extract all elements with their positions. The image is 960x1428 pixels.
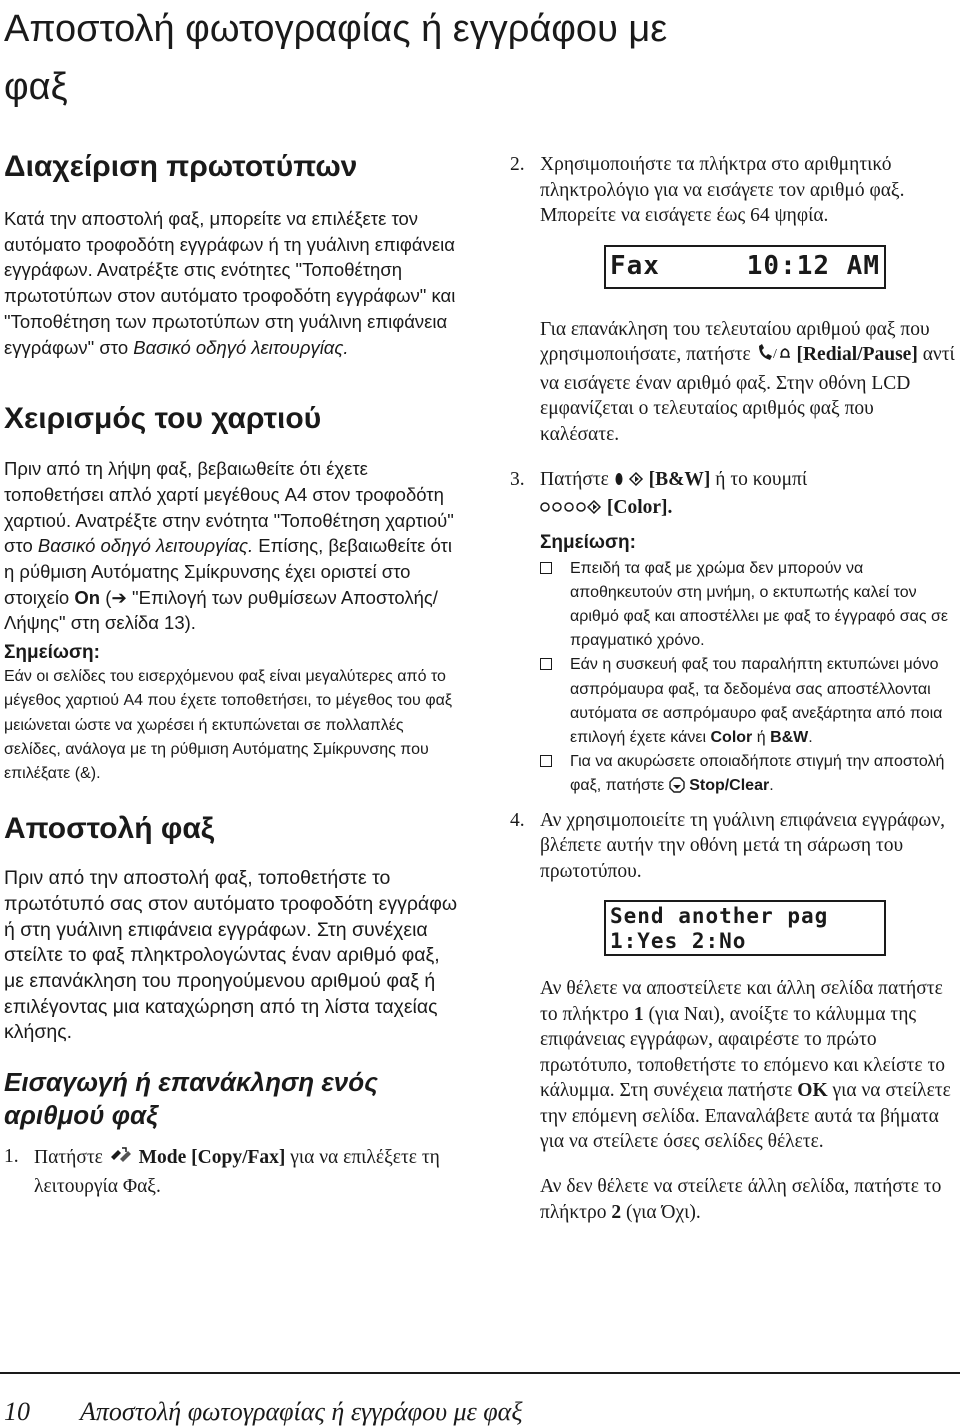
note-bullet-3-end: . bbox=[769, 777, 774, 795]
page-title-line-2: φαξ bbox=[4, 66, 68, 108]
paper-text-d: "Επιλογή των ρυθμίσεων Αποστολής/Λήψης" στη σελίδα 13). bbox=[4, 586, 438, 634]
note-bullet-3 bbox=[540, 750, 956, 801]
note-bullet-2-text: Εάν η συσκευή φαξ του παραλήπτη εκτυπώνει μόνο ασπρόμαυρα φαξ, τα δεδομένα σας αποστέλλονται αυτόματα σε ασπρόμαυρο φαξ ανεξάρτητα από ποια επιλογή έχετε κάνει bbox=[570, 656, 943, 746]
key-2-label: 2 bbox=[611, 1201, 622, 1223]
nomore-text-b: (για Όχι). bbox=[621, 1201, 701, 1223]
more-text-a: Αν θέλετε να αποστείλετε και άλλη σελίδα πατήστε το πλήκτρο bbox=[540, 978, 943, 1025]
mode-key-label: Mode bbox=[138, 1147, 187, 1169]
note-bullet-1-text: Επειδή τα φαξ με χρώμα δεν μπορούν να αποθηκευτούν στη μνήμη, ο εκτυπωτής καλεί τον αριθμό φαξ και αποστέλλει με φαξ το έγγραφό σας σε πραγματικό χρόνο. bbox=[570, 559, 949, 650]
right-column bbox=[510, 152, 956, 1245]
arrow-right-icon: ➔ bbox=[111, 586, 127, 608]
note-title-right: Σημείωση: bbox=[540, 531, 636, 553]
stop-clear-key-label: Stop/Clear bbox=[689, 777, 770, 795]
step-1-number: 1. bbox=[4, 1146, 19, 1168]
note-bullet-2-or: ή bbox=[752, 728, 771, 746]
note-title-left: Σημείωση: bbox=[4, 642, 100, 664]
lcd-send-line-2: 1:Yes 2:No bbox=[610, 929, 747, 954]
section-heading-enter: Εισαγωγή ή επανάκληση ενός αριθμού φαξ bbox=[4, 1067, 378, 1131]
redial-text-b: αντί να εισάγετε έναν αριθμό φαξ. Στην οθόνη LCD εμφανίζεται ο τελευταίος αριθμός φαξ που καλέσατε. bbox=[540, 344, 955, 445]
redial-text-a: Για επανάκληση του τελευταίου αριθμού φαξ που χρησιμοποιήσατε, πατήστε bbox=[540, 318, 930, 365]
lcd-send-screen bbox=[604, 900, 886, 956]
step-1-text-a: Πατήστε bbox=[34, 1147, 108, 1169]
paper-text-c: ( bbox=[100, 586, 112, 608]
section-heading-send: Αποστολή φαξ bbox=[4, 812, 215, 846]
step-2 bbox=[510, 152, 956, 229]
checkbox-bullet-icon bbox=[540, 562, 552, 574]
color-option: Color bbox=[710, 728, 753, 746]
note-bullet-2 bbox=[540, 653, 956, 750]
lcd-fax-wrapper bbox=[510, 245, 956, 289]
originals-guide-ref: Βασικό οδηγό λειτουργίας. bbox=[133, 336, 349, 358]
step-4 bbox=[510, 808, 956, 885]
step-3 bbox=[510, 467, 956, 524]
lcd-send-line-1: Send another pag bbox=[610, 904, 829, 929]
paper-text-b: Επίσης, βεβαιωθείτε ότι η ρύθμιση Αυτόματης Σμίκρυνσης έχει οριστεί στο στοιχείο bbox=[4, 535, 452, 608]
note-bullet-2-end: . bbox=[808, 728, 813, 746]
svg-text:/: / bbox=[772, 347, 777, 362]
redial-paragraph bbox=[510, 317, 956, 448]
note-right bbox=[510, 530, 956, 802]
bw-key-label: [B&W] bbox=[648, 468, 711, 490]
lcd-fax-label: Fax bbox=[610, 250, 660, 281]
note-bullet-1 bbox=[540, 557, 956, 654]
section-heading-paper: Χειρισμός του χαρτιού bbox=[4, 402, 322, 436]
nomore-text-a: Αν δεν θέλετε να στείλετε άλλη σελίδα, πατήστε το πλήκτρο bbox=[540, 1176, 942, 1223]
step-3-text-a: Πατήστε bbox=[540, 468, 614, 490]
key-1-label: 1 bbox=[633, 1003, 644, 1025]
page-footer bbox=[0, 1372, 960, 1426]
bw-option: B&W bbox=[770, 728, 809, 746]
redial-pause-icon bbox=[756, 343, 792, 371]
send-paragraph: Πριν από την αποστολή φαξ, τοποθετήστε το πρωτότυπό σας στον αυτόματο τροφοδότη εγγράφω ή στη γυάλινη επιφάνεια εγγράφων. Στη συνέχεια στείλτε το φαξ πληκτρολογώντας έναν αριθμό φαξ, με επανάκληση του προηγούμενου αριθμού φαξ ή επιλέγοντας μια καταχώρηση από τη λίστα ταχείας κλήσης. bbox=[4, 867, 458, 1044]
step-1-text-b: για να επιλέξετε τη λειτουργία Φαξ. bbox=[34, 1147, 440, 1197]
step-4-text: Αν χρησιμοποιείτε τη γυάλινη επιφάνεια εγγράφων, βλέπετε αυτήν την οθόνη μετά τη σάρωση του πρωτοτύπου. bbox=[540, 809, 946, 882]
more-pages-paragraph bbox=[510, 976, 956, 1155]
step-2-text: Χρησιμοποιήστε τα πλήκτρα στο αριθμητικό πληκτρολόγιο για να εισάγετε τον αριθμό φαξ. Μπορείτε να εισάγετε έως 64 ψηφία. bbox=[540, 154, 905, 226]
step-3-number: 3. bbox=[510, 468, 525, 490]
paper-guide-ref: Βασικό οδηγό λειτουργίας. bbox=[37, 535, 254, 557]
lcd-fax-time: 10:12 AM bbox=[746, 250, 880, 281]
page-title bbox=[4, 0, 944, 116]
more-text-b: (για Ναι), ανοίξτε το κάλυμμα της επιφάνειας εγγράφων, αφαιρέστε το πρώτο πρωτότυπο, τοποθετήστε το επόμενο και κλείστε το κάλυμμα. Στη συνέχεια πατήστε bbox=[540, 1003, 946, 1102]
note-bullet-3-text: Για να ακυρώσετε οποιαδήποτε στιγμή την αποστολή φαξ, πατήστε bbox=[570, 753, 945, 795]
color-start-icon bbox=[540, 498, 602, 524]
stop-clear-icon bbox=[669, 777, 685, 801]
step-2-number: 2. bbox=[510, 154, 525, 175]
lcd-fax-screen bbox=[604, 245, 886, 289]
step-1 bbox=[4, 1144, 460, 1199]
footer-title: Αποστολή φωτογραφίας ή εγγράφου με φαξ bbox=[80, 1397, 523, 1426]
ok-key-label: OK bbox=[797, 1080, 828, 1102]
note-text-left: Εάν οι σελίδες του εισερχόμενου φαξ είναι μεγαλύτερες από το μέγεθος χαρτιού A4 που έχετε τοποθετήσει, το μέγεθος του φαξ μειώνεται ώστε να χωρέσει ή εκτυπώνεται σε πολλαπλές σελίδες, ανάλογα με τη ρύθμιση Αυτόματης Σμίκρυνσης που επιλέξατε (&). bbox=[4, 668, 453, 782]
redial-pause-key-label: [Redial/Pause] bbox=[796, 344, 918, 365]
step-4-number: 4. bbox=[510, 809, 525, 831]
on-value: On bbox=[74, 586, 101, 608]
color-key-label: [Color]. bbox=[606, 497, 673, 518]
copy-fax-key-label: [Copy/Fax] bbox=[186, 1147, 286, 1169]
page-title-line-1: Αποστολή φωτογραφίας ή εγγράφου με bbox=[4, 8, 668, 50]
originals-text: Κατά την αποστολή φαξ, μπορείτε να επιλέξετε τον αυτόματο τροφοδότη εγγράφων ή τη γυάλινη επιφάνεια εγγράφων. Ανατρέξτε στις ενότητες "Τοποθέτηση πρωτοτύπων στον αυτόματο τροφοδότη εγγράφων" και "Τοποθέτηση των πρωτοτύπων στη γυάλινη επιφάνεια εγγράφων" στο bbox=[4, 208, 456, 358]
note-bullets bbox=[540, 557, 956, 802]
step-3-text-b: ή το κουμπί bbox=[710, 468, 808, 490]
lcd-send-wrapper bbox=[510, 900, 956, 956]
mode-icon bbox=[108, 1144, 134, 1174]
section-heading-originals: Διαχείριση πρωτοτύπων bbox=[4, 150, 358, 183]
footer-page-number: 10 bbox=[4, 1397, 30, 1426]
paper-paragraph bbox=[4, 456, 460, 636]
checkbox-bullet-icon bbox=[540, 658, 552, 670]
left-column bbox=[4, 148, 460, 1199]
checkbox-bullet-icon bbox=[540, 755, 552, 767]
more-text-c: για να στείλετε την επόμενη σελίδα. Επαναλάβετε αυτά τα βήματα για να στείλετε όσες σελίδες θέλετε. bbox=[540, 1080, 951, 1153]
paper-text-a: Πριν από τη λήψη φαξ, βεβαιωθείτε ότι έχετε τοποθετήσει απλό χαρτί μεγέθους A4 στον τροφοδότη χαρτιού. Ανατρέξτε στην ενότητα "Τοποθέτηση χαρτιού" στο bbox=[4, 458, 454, 557]
no-more-pages-paragraph bbox=[510, 1174, 956, 1225]
originals-paragraph bbox=[4, 206, 460, 360]
bw-start-icon bbox=[614, 470, 644, 496]
